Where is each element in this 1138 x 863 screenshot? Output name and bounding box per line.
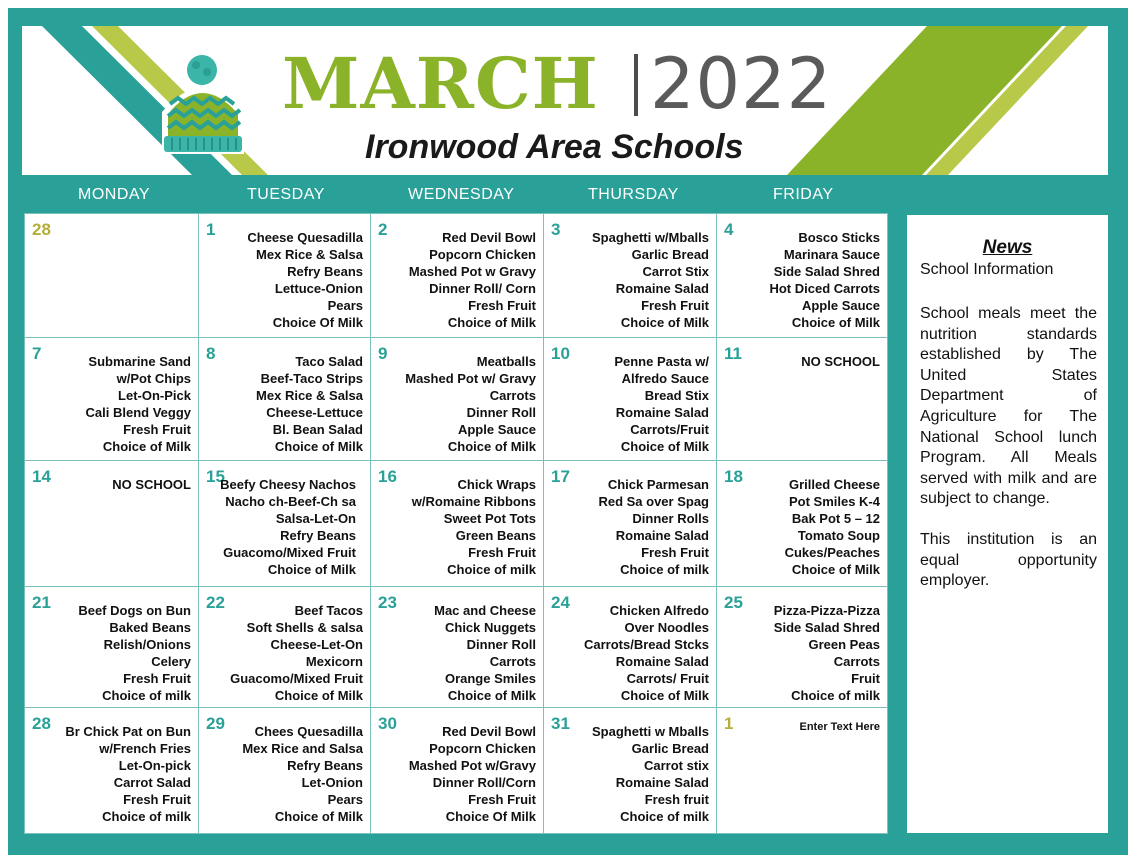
day-cell-friday <box>716 213 888 338</box>
day-number: 22 <box>206 593 225 612</box>
menu-item: Choice of Milk <box>447 439 536 454</box>
menu-item: Chees Quesadilla <box>254 724 363 739</box>
menu-list <box>230 602 363 704</box>
menu-item: Choice of Milk <box>274 688 363 703</box>
day-number: 9 <box>378 344 388 363</box>
menu-item: Green Beans <box>455 528 536 543</box>
menu-list <box>584 602 709 704</box>
menu-list <box>774 602 880 704</box>
menu-item: Carrots <box>489 654 536 669</box>
day-cell-monday <box>24 213 199 338</box>
day-cell-thursday <box>543 460 717 587</box>
menu-list <box>78 602 191 704</box>
menu-item: Cukes/Peaches <box>784 545 880 560</box>
news-title: News <box>982 237 1033 258</box>
menu-item: Carrots <box>833 654 880 669</box>
day-cell-tuesday <box>198 460 371 587</box>
menu-item: Let-On-Pick <box>118 388 191 403</box>
menu-item: Nacho ch-Beef-Ch sa <box>225 494 356 509</box>
day-cell-friday <box>716 337 888 461</box>
year-title: 2022 <box>650 43 833 125</box>
menu-item: Apple Sauce <box>457 422 536 437</box>
menu-item: Baked Beans <box>109 620 191 635</box>
menu-item: Submarine Sand <box>88 354 191 369</box>
menu-item: Chicken Alfredo <box>609 603 709 618</box>
menu-list <box>65 723 191 825</box>
menu-item: w/Pot Chips <box>116 371 191 386</box>
menu-item: Pears <box>327 298 363 313</box>
menu-list <box>592 723 709 825</box>
menu-item: Guacomo/Mixed Fruit <box>230 671 363 686</box>
menu-item: Choice of milk <box>620 809 709 824</box>
menu-item: Beef Dogs on Bun <box>78 603 191 618</box>
menu-item: Choice of milk <box>447 562 536 577</box>
menu-list <box>409 723 536 825</box>
day-cell-monday <box>24 460 199 587</box>
day-header-friday: FRIDAY <box>773 186 834 203</box>
menu-item: w/French Fries <box>99 741 191 756</box>
calendar-grid <box>24 213 887 833</box>
day-cell-tuesday <box>198 337 371 461</box>
menu-item: Romaine Salad <box>615 405 709 420</box>
menu-item: Dinner Rolls <box>632 511 709 526</box>
menu-item: Spaghetti w/Mballs <box>591 230 709 245</box>
menu-list <box>785 476 880 578</box>
menu-item: Mex Rice & Salsa <box>256 247 363 262</box>
menu-list <box>86 353 191 455</box>
day-cell-wednesday <box>370 337 544 461</box>
day-number: 17 <box>551 467 570 486</box>
menu-item: Fresh Fruit <box>468 545 536 560</box>
menu-item: Hot Diced Carrots <box>769 281 880 296</box>
calendar-header <box>22 26 1108 175</box>
menu-list <box>412 476 536 578</box>
menu-item: Over Noodles <box>624 620 709 635</box>
menu-item: Fresh Fruit <box>468 792 536 807</box>
menu-item: Fresh Fruit <box>123 671 191 686</box>
menu-item: Mexicorn <box>305 654 363 669</box>
menu-item: Choice of milk <box>102 688 191 703</box>
menu-item: Fresh Fruit <box>123 422 191 437</box>
day-cell-wednesday <box>370 460 544 587</box>
day-cell-wednesday <box>370 586 544 708</box>
menu-item: Beefy Cheesy Nachos <box>220 477 356 492</box>
menu-item: Carrot stix <box>643 758 709 773</box>
day-number: 25 <box>724 593 743 612</box>
menu-item: Fresh Fruit <box>641 545 709 560</box>
day-number: 15 <box>206 467 225 486</box>
menu-item: Cheese-Lettuce <box>266 405 363 420</box>
menu-item: Fresh Fruit <box>123 792 191 807</box>
menu-item: Taco Salad <box>295 354 363 369</box>
menu-item: Fresh Fruit <box>641 298 709 313</box>
day-cell-monday <box>24 707 199 834</box>
menu-item: Carrots/ Fruit <box>626 671 709 686</box>
menu-item: Mex Rice and Salsa <box>242 741 363 756</box>
menu-item: Marinara Sauce <box>783 247 880 262</box>
menu-list <box>598 476 709 578</box>
menu-item: Garlic Bread <box>631 247 709 262</box>
day-header-wednesday: WEDNESDAY <box>408 186 515 203</box>
day-number: 10 <box>551 344 570 363</box>
menu-item: Popcorn Chicken <box>429 247 536 262</box>
menu-item: Choice of Milk <box>620 688 709 703</box>
menu-item: Romaine Salad <box>615 281 709 296</box>
menu-item: Carrot Stix <box>642 264 709 279</box>
menu-item: Dinner Roll/Corn <box>432 775 536 790</box>
menu-item: Carrots/Fruit <box>630 422 709 437</box>
menu-item: Mashed Pot w Gravy <box>408 264 536 279</box>
menu-item: Side Salad Shred <box>773 264 880 279</box>
menu-item: Chick Wraps <box>457 477 536 492</box>
day-cell-monday <box>24 337 199 461</box>
day-number: 28 <box>32 714 51 733</box>
menu-list <box>801 353 880 370</box>
day-number: 14 <box>32 467 51 486</box>
menu-item: Choice of Milk <box>267 562 356 577</box>
menu-item: Chick Nuggets <box>444 620 536 635</box>
day-cell-friday <box>716 586 888 708</box>
menu-item: Alfredo Sauce <box>621 371 709 386</box>
day-number: 23 <box>378 593 397 612</box>
menu-item: Choice of Milk <box>447 315 536 330</box>
day-cell-tuesday <box>198 213 371 338</box>
menu-item: Let-Onion <box>301 775 363 790</box>
menu-item: Refry Beans <box>287 758 363 773</box>
menu-item: Pears <box>327 792 363 807</box>
day-cell-tuesday <box>198 586 371 708</box>
day-number: 11 <box>724 344 742 363</box>
day-header-tuesday: TUESDAY <box>247 186 325 203</box>
menu-item: Choice of Milk <box>791 315 880 330</box>
day-number: 3 <box>551 220 561 239</box>
menu-item: Pot Smiles K-4 <box>788 494 880 509</box>
menu-item: Fresh fruit <box>644 792 709 807</box>
menu-item: Choice of Milk <box>274 809 363 824</box>
menu-item: Choice of milk <box>102 809 191 824</box>
menu-item: NO SCHOOL <box>801 354 880 369</box>
menu-item: Apple Sauce <box>801 298 880 313</box>
menu-list <box>256 353 363 455</box>
menu-item: Choice Of Milk <box>445 809 536 824</box>
menu-item: Fresh Fruit <box>468 298 536 313</box>
menu-list <box>247 229 363 331</box>
day-number: 2 <box>378 220 388 239</box>
menu-item: Romaine Salad <box>615 654 709 669</box>
menu-item: Green Peas <box>808 637 880 652</box>
news-paragraph-nutrition: School meals meet the nutrition standards established by The United States Department of Agriculture for The National School lunch Program. All Meals served with milk and are subject to change. <box>920 305 1097 508</box>
day-cell-tuesday <box>198 707 371 834</box>
news-panel <box>907 215 1108 833</box>
menu-item: Penne Pasta w/ <box>614 354 709 369</box>
menu-item: Cali Blend Veggy <box>85 405 191 420</box>
menu-item: Relish/Onions <box>103 637 191 652</box>
day-cell-thursday <box>543 213 717 338</box>
menu-item: Carrot Salad <box>113 775 191 790</box>
day-number: 29 <box>206 714 225 733</box>
menu-item: Romaine Salad <box>615 528 709 543</box>
day-number: 28 <box>32 220 51 239</box>
menu-item: Refry Beans <box>287 264 363 279</box>
menu-item: Dinner Roll <box>466 637 536 652</box>
day-cell-thursday <box>543 586 717 708</box>
menu-item: Cheese Quesadilla <box>247 230 363 245</box>
menu-item: Choice of Milk <box>620 439 709 454</box>
day-cell-thursday <box>543 707 717 834</box>
knit-hat-icon <box>156 42 252 164</box>
menu-item: Dinner Roll <box>466 405 536 420</box>
menu-item: Chick Parmesan <box>607 477 709 492</box>
day-cell-wednesday <box>370 213 544 338</box>
menu-item: Let-On-pick <box>118 758 191 773</box>
menu-item: NO SCHOOL <box>112 477 191 492</box>
menu-item: Popcorn Chicken <box>429 741 536 756</box>
menu-list <box>405 353 536 455</box>
menu-list <box>242 723 363 825</box>
menu-item: Choice of milk <box>620 562 709 577</box>
day-cell-monday <box>24 586 199 708</box>
menu-item: Choice of Milk <box>620 315 709 330</box>
menu-item: Guacomo/Mixed Fruit <box>223 545 356 560</box>
day-number: 16 <box>378 467 397 486</box>
menu-item: Beef Tacos <box>294 603 363 618</box>
menu-item: Bl. Bean Salad <box>272 422 363 437</box>
day-header-monday: MONDAY <box>78 186 151 203</box>
menu-item: Side Salad Shred <box>773 620 880 635</box>
day-cell-wednesday <box>370 707 544 834</box>
day-header-thursday: THURSDAY <box>588 186 679 203</box>
menu-item: Salsa-Let-On <box>275 511 356 526</box>
day-number: 24 <box>551 593 570 612</box>
menu-item: Grilled Cheese <box>788 477 880 492</box>
menu-list <box>434 602 536 704</box>
menu-item: Mashed Pot w/Gravy <box>408 758 536 773</box>
day-number: 8 <box>206 344 216 363</box>
menu-list <box>409 229 536 331</box>
menu-item: Enter Text Here <box>799 721 880 733</box>
menu-item: Choice of milk <box>791 688 880 703</box>
menu-item: Orange Smiles <box>444 671 536 686</box>
menu-item: Choice of Milk <box>274 439 363 454</box>
menu-item: Celery <box>151 654 191 669</box>
menu-item: Mashed Pot w/ Gravy <box>405 371 536 386</box>
menu-list <box>112 476 191 493</box>
menu-item: Choice Of Milk <box>272 315 363 330</box>
menu-item: Br Chick Pat on Bun <box>65 724 191 739</box>
menu-item: Refry Beans <box>280 528 356 543</box>
menu-item: Tomato Soup <box>797 528 880 543</box>
menu-item: Carrots <box>489 388 536 403</box>
day-number: 30 <box>378 714 397 733</box>
day-number: 1 <box>206 220 216 239</box>
menu-item: Soft Shells & salsa <box>246 620 363 635</box>
menu-item: Bread Stix <box>644 388 709 403</box>
month-title: MARCH <box>282 42 599 125</box>
menu-item: Fruit <box>851 671 880 686</box>
menu-item: Choice of Milk <box>791 562 880 577</box>
menu-item: Meatballs <box>476 354 536 369</box>
menu-item: Romaine Salad <box>615 775 709 790</box>
menu-item: Red Sa over Spag <box>598 494 709 509</box>
day-cell-thursday <box>543 337 717 461</box>
menu-list <box>769 229 880 331</box>
day-number: 18 <box>724 467 743 486</box>
menu-list <box>220 476 356 578</box>
day-number: 1 <box>724 714 734 733</box>
menu-item: Sweet Pot Tots <box>443 511 536 526</box>
menu-item: Mac and Cheese <box>434 603 536 618</box>
school-name: Ironwood Area Schools <box>365 128 744 166</box>
menu-item: Red Devil Bowl <box>442 724 536 739</box>
menu-list <box>592 229 709 331</box>
menu-item: Spaghetti w Mballs <box>591 724 709 739</box>
menu-list <box>614 353 709 455</box>
day-number: 4 <box>724 220 734 239</box>
menu-item: Garlic Bread <box>631 741 709 756</box>
menu-item: Choice of Milk <box>447 688 536 703</box>
day-number: 21 <box>32 593 51 612</box>
title-separator <box>634 54 638 116</box>
menu-item: Pizza-Pizza-Pizza <box>773 603 880 618</box>
menu-list <box>800 719 881 736</box>
news-subtitle: School Information <box>920 261 1054 278</box>
menu-item: Bak Pot 5 – 12 <box>791 511 880 526</box>
day-cell-friday <box>716 460 888 587</box>
menu-item: Choice of Milk <box>102 439 191 454</box>
menu-item: Dinner Roll/ Corn <box>429 281 536 296</box>
news-paragraph-equal-opportunity: This institution is an equal opportunity employer. <box>920 531 1097 590</box>
day-number: 31 <box>551 714 570 733</box>
menu-item: Lettuce-Onion <box>274 281 363 296</box>
menu-item: Bosco Sticks <box>798 230 880 245</box>
menu-item: Beef-Taco Strips <box>260 371 363 386</box>
menu-item: Mex Rice & Salsa <box>256 388 363 403</box>
menu-item: Carrots/Bread Stcks <box>584 637 709 652</box>
menu-item: Cheese-Let-On <box>270 637 363 652</box>
day-number: 7 <box>32 344 42 363</box>
menu-item: w/Romaine Ribbons <box>411 494 536 509</box>
menu-item: Red Devil Bowl <box>442 230 536 245</box>
day-cell-friday <box>716 707 888 834</box>
